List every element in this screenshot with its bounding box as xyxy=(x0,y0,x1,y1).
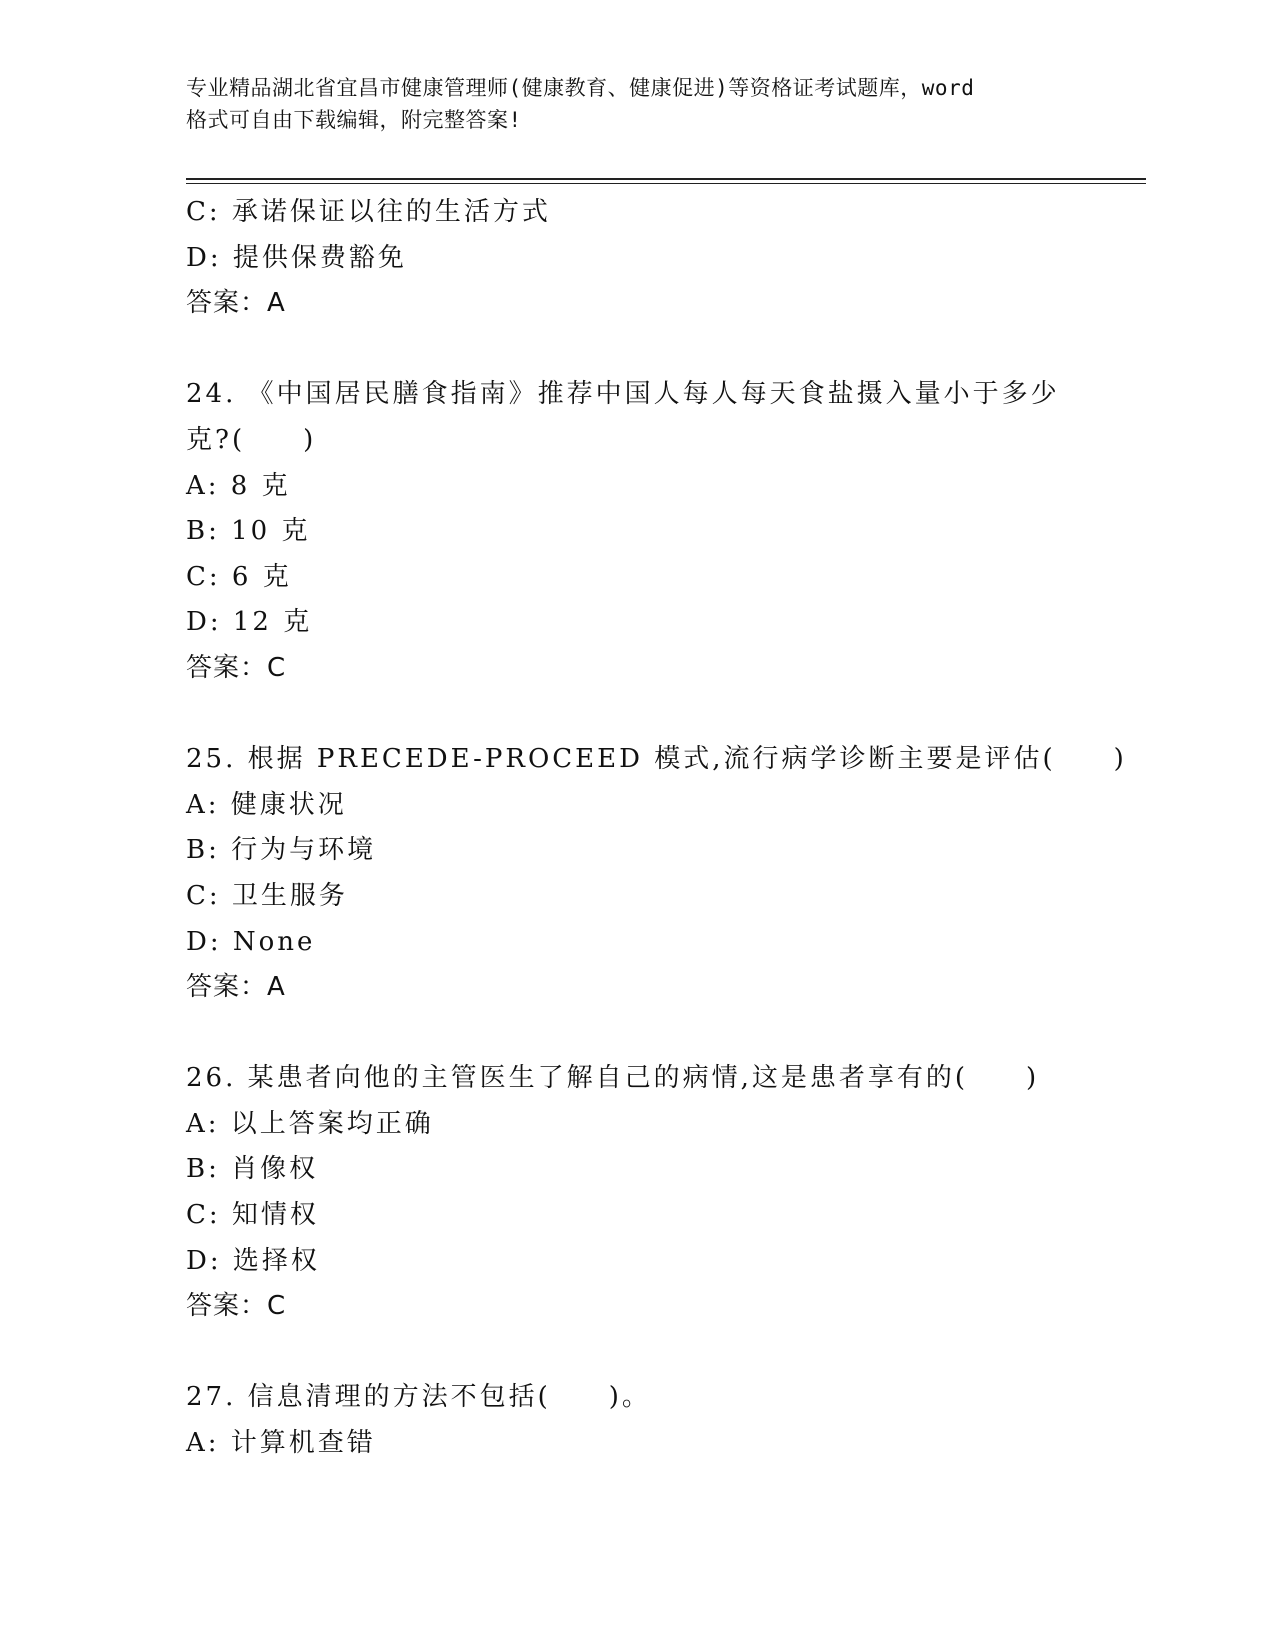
option-b: B: 行为与环境 xyxy=(186,835,377,866)
option-a: A: 计算机查错 xyxy=(186,1428,376,1459)
question-25 xyxy=(186,737,1146,1011)
question-list xyxy=(186,190,1146,1467)
option-b: B: 肖像权 xyxy=(186,1154,319,1185)
answer-line: 答案：A xyxy=(186,972,286,1003)
question-stem-continued: 克?( ) xyxy=(186,424,317,455)
header-line-1: 专业精品湖北省宜昌市健康管理师(健康教育、健康促进)等资格证考试题库，word xyxy=(186,76,975,100)
option-d: D: 选择权 xyxy=(186,1245,320,1276)
option-a: A: 以上答案均正确 xyxy=(186,1108,434,1139)
answer-line: 答案：A xyxy=(186,288,286,319)
prev-question-tail xyxy=(186,190,1146,327)
spacer xyxy=(186,692,1146,738)
option-d: D: None xyxy=(186,926,316,957)
question-26 xyxy=(186,1056,1146,1330)
spacer xyxy=(186,1330,1146,1376)
answer-line: 答案：C xyxy=(186,652,287,683)
header-divider-thin xyxy=(186,183,1146,184)
option-c: C: 承诺保证以往的生活方式 xyxy=(186,197,551,227)
option-c: C: 卫生服务 xyxy=(186,880,348,911)
page-header xyxy=(186,72,1086,136)
answer-line: 答案：C xyxy=(186,1291,287,1322)
header-line-2: 格式可自由下载编辑，附完整答案! xyxy=(186,108,522,132)
option-d: D: 12 克 xyxy=(186,607,313,638)
question-27 xyxy=(186,1375,1146,1466)
option-c: C: 知情权 xyxy=(186,1200,319,1231)
question-stem: 24. 《中国居民膳食指南》推荐中国人每人每天食盐摄入量小于多少 xyxy=(186,379,1060,410)
question-stem: 27. 信息清理的方法不包括( )。 xyxy=(186,1382,651,1413)
option-d: D: 提供保费豁免 xyxy=(186,242,407,273)
spacer xyxy=(186,327,1146,373)
question-stem: 26. 某患者向他的主管医生了解自己的病情,这是患者享有的( ) xyxy=(186,1063,1040,1094)
question-stem: 25. 根据 PRECEDE-PROCEED 模式,流行病学诊断主要是评估( ) xyxy=(186,744,1127,775)
option-a: A: 8 克 xyxy=(186,470,291,501)
question-24 xyxy=(186,372,1146,691)
option-b: B: 10 克 xyxy=(186,516,311,547)
header-divider-thick xyxy=(186,178,1146,180)
spacer xyxy=(186,1011,1146,1057)
option-c: C: 6 克 xyxy=(186,561,292,592)
option-a: A: 健康状况 xyxy=(186,789,347,820)
